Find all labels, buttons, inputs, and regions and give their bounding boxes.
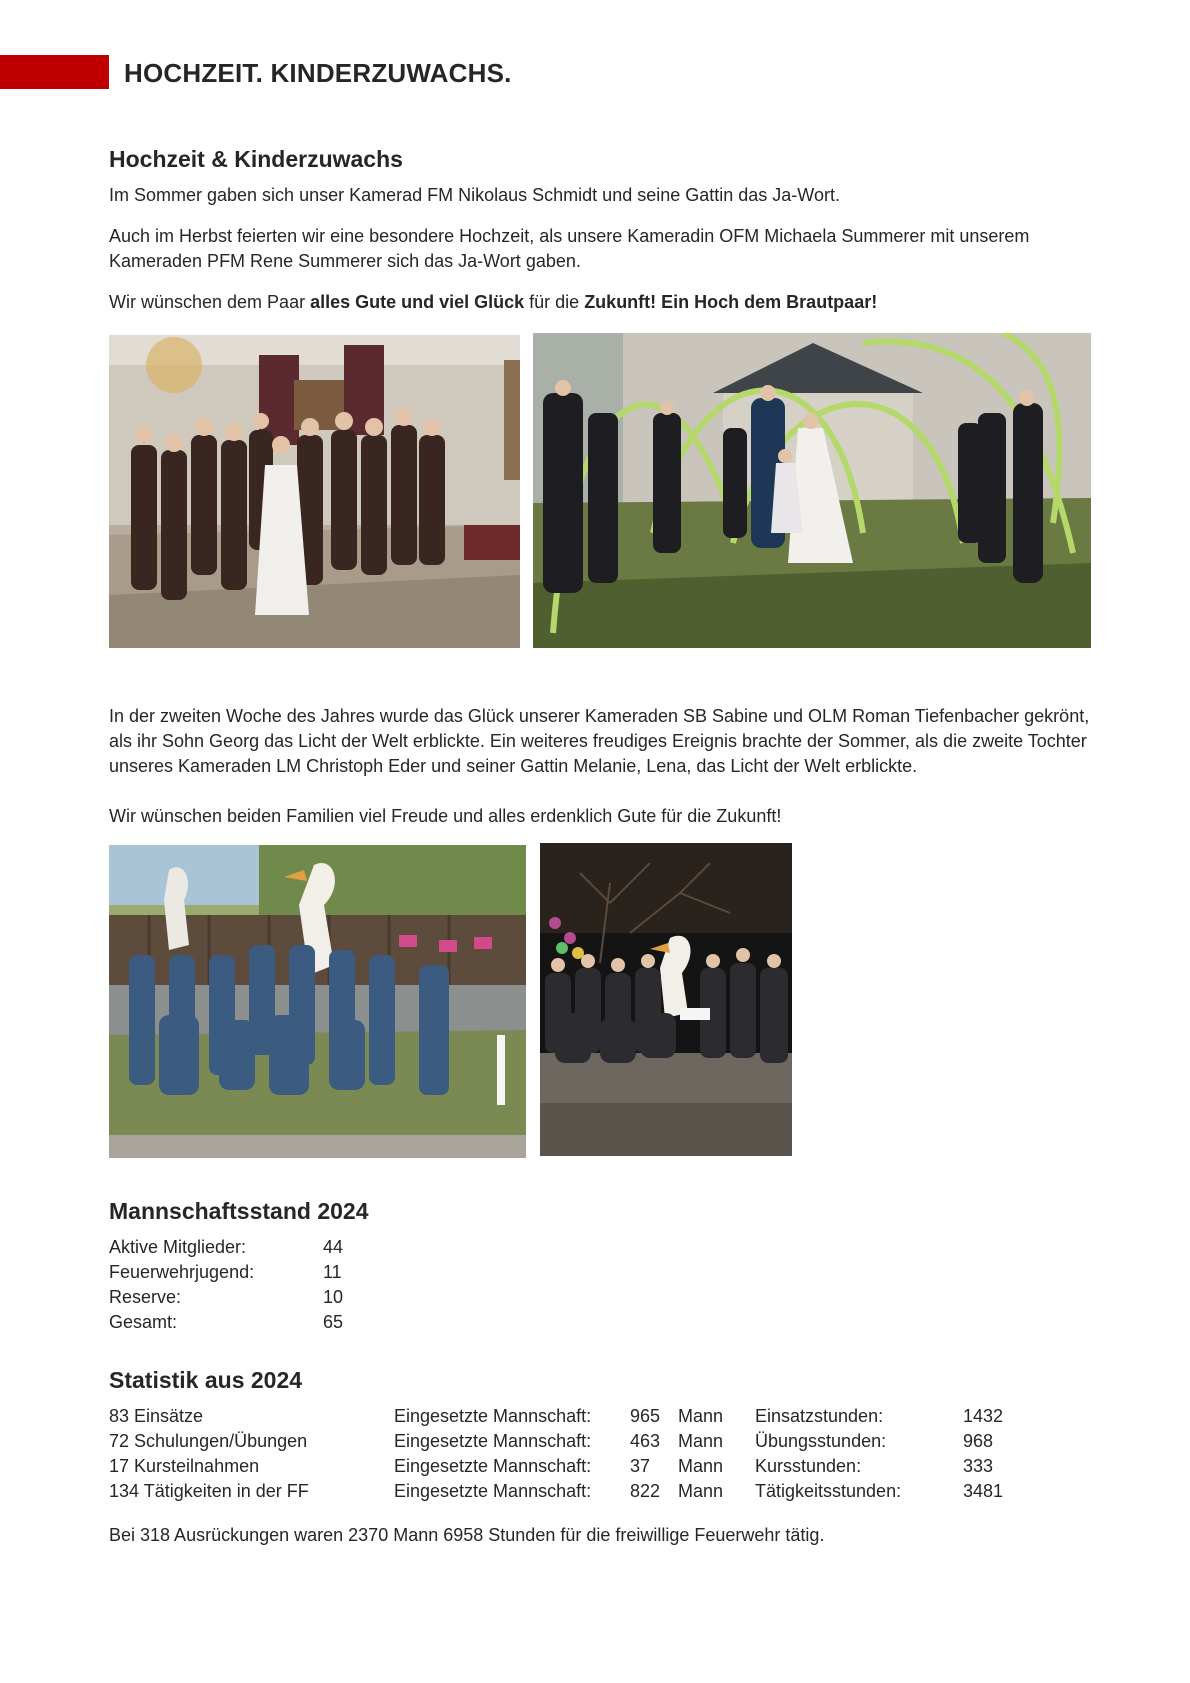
stat-item: 134 Tätigkeiten in der FF bbox=[109, 1481, 309, 1501]
header-accent-bar bbox=[0, 55, 109, 89]
member-count: 44 bbox=[323, 1237, 344, 1257]
table-row bbox=[109, 1454, 1003, 1479]
stat-hours: 3481 bbox=[963, 1481, 1004, 1501]
stat-crew-label: Eingesetzte Mannschaft: bbox=[394, 1456, 592, 1476]
stat-unit: Mann bbox=[678, 1456, 724, 1476]
wedding-group-photo bbox=[109, 335, 520, 648]
member-label: Gesamt: bbox=[109, 1312, 178, 1332]
stat-item: 83 Einsätze bbox=[109, 1406, 204, 1426]
stork-celebration-day-photo bbox=[109, 845, 526, 1158]
paragraph-herbst-hochzeit: Auch im Herbst feierten wir eine besondere Hochzeit, als unsere Kameradin OFM Michaela Summerer mit unserem Kameraden PFM Rene Summerer sich das Ja-Wort gaben. bbox=[109, 226, 1030, 271]
paragraph-wuensche-brautpaar bbox=[109, 290, 1099, 315]
stat-crew-label: Eingesetzte Mannschaft: bbox=[394, 1406, 592, 1426]
section-heading-hochzeit: Hochzeit & Kinderzuwachs bbox=[109, 146, 403, 172]
member-count: 65 bbox=[323, 1312, 344, 1332]
stat-hours: 968 bbox=[963, 1431, 994, 1451]
stat-unit: Mann bbox=[678, 1431, 724, 1451]
stat-hours: 1432 bbox=[963, 1406, 1004, 1426]
table-row bbox=[109, 1285, 343, 1310]
stork-celebration-night-photo bbox=[540, 843, 792, 1156]
statistik-summary: Bei 318 Ausrückungen waren 2370 Mann 6958 Stunden für die freiwillige Feuerwehr tätig. bbox=[109, 1525, 825, 1545]
section-heading-mannschaftsstand: Mannschaftsstand 2024 bbox=[109, 1198, 369, 1224]
table-row bbox=[109, 1235, 343, 1260]
paragraph-sommer-hochzeit: Im Sommer gaben sich unser Kamerad FM Nikolaus Schmidt und seine Gattin das Ja-Wort. bbox=[109, 185, 840, 205]
mannschaftsstand-table bbox=[109, 1235, 343, 1335]
stat-unit: Mann bbox=[678, 1406, 724, 1426]
paragraph-kinderzuwachs: In der zweiten Woche des Jahres wurde das Glück unserer Kameraden SB Sabine und OLM Roman Tiefenbacher gekrönt, als ihr Sohn Georg das Licht der Welt erblickte. Ein weiteres freudiges Ereignis brachte der Sommer, als die zweite Tochter unseres Kameraden LM Christoph Eder und seiner Gattin Melanie, Lena, das Licht der Welt erblickte. bbox=[109, 706, 1090, 776]
stat-item: 72 Schulungen/Übungen bbox=[109, 1431, 308, 1451]
stat-hours-label: Tätigkeitsstunden: bbox=[755, 1481, 902, 1501]
statistik-table bbox=[109, 1404, 1003, 1504]
paragraph-wuensche-familien: Wir wünschen beiden Familien viel Freude und alles erdenklich Gute für die Zukunft! bbox=[109, 806, 782, 826]
wish-text-part: für die bbox=[524, 292, 585, 312]
stat-unit: Mann bbox=[678, 1481, 724, 1501]
stat-item: 17 Kursteilnahmen bbox=[109, 1456, 260, 1476]
stat-hours-label: Übungsstunden: bbox=[755, 1431, 887, 1451]
stat-crew-count: 965 bbox=[630, 1406, 661, 1426]
table-row bbox=[109, 1429, 1003, 1454]
stat-crew-label: Eingesetzte Mannschaft: bbox=[394, 1431, 592, 1451]
table-row bbox=[109, 1404, 1003, 1429]
wish-bold-part: alles Gute und viel Glück bbox=[310, 292, 525, 312]
stat-crew-count: 463 bbox=[630, 1431, 661, 1451]
member-label: Aktive Mitglieder: bbox=[109, 1237, 247, 1257]
stat-crew-count: 37 bbox=[630, 1456, 651, 1476]
stat-crew-count: 822 bbox=[630, 1481, 661, 1501]
stat-hours: 333 bbox=[963, 1456, 994, 1476]
member-count: 10 bbox=[323, 1287, 344, 1307]
table-row bbox=[109, 1479, 1003, 1504]
wish-text-part: Wir wünschen dem Paar bbox=[109, 292, 311, 312]
wedding-arch-photo bbox=[533, 333, 1091, 648]
table-row bbox=[109, 1260, 343, 1285]
wish-bold-part: Zukunft! Ein Hoch dem Brautpaar! bbox=[584, 292, 878, 312]
member-label: Feuerwehrjugend: bbox=[109, 1262, 255, 1282]
page-title: HOCHZEIT. KINDERZUWACHS. bbox=[124, 58, 512, 88]
table-row bbox=[109, 1310, 343, 1335]
member-label: Reserve: bbox=[109, 1287, 182, 1307]
stat-hours-label: Kursstunden: bbox=[755, 1456, 862, 1476]
member-count: 11 bbox=[323, 1262, 342, 1282]
section-heading-statistik: Statistik aus 2024 bbox=[109, 1367, 303, 1393]
stat-crew-label: Eingesetzte Mannschaft: bbox=[394, 1481, 592, 1501]
stat-hours-label: Einsatzstunden: bbox=[755, 1406, 884, 1426]
